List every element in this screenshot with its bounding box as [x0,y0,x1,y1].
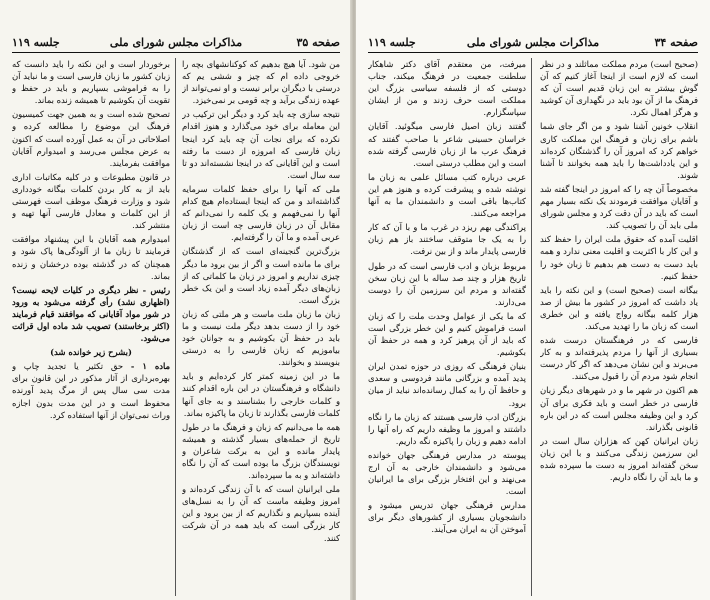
paragraph: همه ما می‌دانیم که زبان و فرهنگ ما در طول تاریخ از حمله‌های بسیار گذشته و همیشه پایدار مانده و این به برکت شاعران و نویسندگان بزرگ ما بوده است که آن را نگاه داشته‌اند و به ما سپرده‌اند. [182,421,340,481]
paragraph: انقلاب خونین آشنا شود و من اگر جای شما باشم برای زبان و فرهنگ این مملکت کاری خواهم کرد که امروز آن را گذشتگان کرده‌اند و این یادداشت‌ها را باید همه بخوانند تا آشنا شوند. [540,121,698,180]
paragraph: (صحیح است) مردم مملکت مماثلند و در نظر است که لازم است از اینجا آغاز کنیم که آن گوش بیشتر به این زبان قدیم است آن که فرهنگ ما از آن بود باید در نگهداری آن کوشید و هرگز اهمال نکرد. [540,59,698,118]
right-page-column-2 [368,58,526,596]
paragraph: بزرگ‌ترین گنجینه‌ای است که از گذشتگان برای ما مانده است و اگر از بین برود ما دیگر چیزی نداریم و امروز در زبان ما کلماتی که از زبان‌های دیگر آمده زیاد است و این یک خطر بزرگ است. [182,246,340,305]
left-page [0,0,352,600]
paragraph: گفتند زبان اصیل فارسی میگوئید. آقایان خراسان حسینی شاعر با صاحب گفتند که فرهنگ عرب ما از زبان فارسی گرفته شده است و این مطلب درستی است. [368,121,526,168]
reading-note: (بشرح زیر خوانده شد) [50,347,132,358]
paragraph: مخصوصاً آن چه را که امروز در اینجا گفته شد و آقایان موافقت فرمودند یک نکته بسیار مهم است که باید در آن دقت کرد و مجلس شورای ملی باید آن را تصویب کند. [540,183,698,231]
paragraph: ملی که آنها را برای حفظ کلمات سرمایه گذاشته‌اند و من که اینجا ایستاده‌ام هیچ کدام آنها را نمی‌فهمم و یک کلمه را نمی‌دانم که مقابل آن در زبان فارسی چه است از زبان عربی آمده و ما آن را گرفته‌ایم. [182,183,340,243]
clause-title: ماده ۱ - [130,361,170,372]
right-page-title: مذاکرات مجلس شورای ملی [466,36,600,49]
right-page-session: جلسه ۱۱۹ [368,36,416,49]
paragraph: امیدوارم همه آقایان با این پیشنهاد موافقت فرمایند تا زبان ما از آلودگی‌ها پاک شود و همچنان که در گذشته بوده درخشان و زنده بماند. [12,234,170,281]
left-page-number: صفحه ۳۵ [296,36,340,49]
paragraph: پیوسته در مدارس فرهنگی جهان خوانده می‌شود و دانشمندان خارجی به آن ارج می‌نهند و این افتخار بزرگی برای ما ایرانیان است. [368,449,526,497]
paragraph: من شود. آیا هیچ بدهیم که کوکنانشهای بچه را خروجی داده ام که چیز و ششی یم که درستی با دیگران برابر نیست و او نمی‌تواند از عهده زندگی برآید و چه قومی بر نمی‌خیزد. [182,59,340,106]
right-page [356,0,710,600]
paragraph: ملی ایرانیان است که با آن زندگی کرده‌اند و امروز وظیفه ماست که آن را به نسل‌های آینده بسپاریم و نگذاریم که از بین برود و این کار بزرگی است که باید همه در آن شرکت کنند. [182,484,340,543]
left-page-session: جلسه ۱۱۹ [12,36,60,49]
paragraph: زبان ایرانیان کهن که هزاران سال است در این سرزمین زندگی می‌کنند و با این زبان سخن گفته‌اند امروز به دست ما سپرده شده و ما باید آن را نگاه داریم. [540,435,698,483]
left-page-title: مذاکرات مجلس شورای ملی [109,36,243,49]
right-page-header [368,36,698,53]
right-page-column-1 [540,58,698,596]
paragraph: تصحیح شده است و به همین جهت کمیسیون فرهنگ این موضوع را مطالعه کرده و اصلاحاتی در آن به عمل آورده است که اکنون به عرض مجلس می‌رسد و امیدوارم آقایان موافقت بفرمایند. [12,109,170,168]
left-page-column-1 [182,58,340,596]
column-divider [531,58,532,596]
paragraph: در قانون مطبوعات و در کلیه مکاتبات اداری باید از به کار بردن کلمات بیگانه خودداری شود و وزارت فرهنگ موظف است فهرستی از این کلمات و معادل فارسی آنها تهیه و منتشر کند. [12,171,170,231]
left-page-columns [12,58,340,596]
paragraph: ما در این زمینه کمتر کار کرده‌ایم و باید دانشگاه و فرهنگستان در این باره اقدام کنند و کلمات خارجی را بشناسند و به جای آنها کلمات فارسی بگذارند تا زبان ما پاکیزه بماند. [182,371,340,418]
paragraph: بنیان فرهنگی که روزی در حوزه تمدن ایران پدید آمده و بزرگانی مانند فردوسی و سعدی و حافظ آن را به کمال رسانده‌اند نباید از میان برود. [368,361,526,408]
paragraph: که ما یکی از عوامل وحدت ملت را که زبان است فراموش کنیم و این خطر بزرگی است که باید از آن پرهیز کرد و همه در حفظ آن بکوشیم. [368,310,526,358]
clause-paragraph [12,360,170,420]
paragraph: بزرگان ادب فارسی هستند که زبان ما را نگاه داشتند و امروز ما وظیفه داریم که راه آنها را ادامه دهیم و زبان را پاکیزه نگه داریم. [368,411,526,446]
right-page-columns [368,58,698,596]
clause-text: حق تکثیر یا تجدید چاپ و بهره‌برداری از آثار مذکور در این قانون برای مدت سی سال پس از مرگ پدید آورنده محفوظ است و در این مدت بدون اجازه وراث نمی‌توان از آنها استفاده کرد. [12,361,170,420]
paragraph: هم اکنون در شهر ما و در شهرهای دیگر زبان فارسی در خطر است و باید فکری برای آن کرد و این وظیفه مجلس است که در این باره قانونی بگذراند. [540,385,698,432]
paragraph: بیگانه است (صحیح است) و این نکته را باید یاد داشت که امروز در کشور ما بیش از صد هزار کلمه بیگانه رواج یافته و این خطری است که زبان ما را تهدید می‌کند. [540,284,698,331]
left-page-column-2 [12,58,170,596]
paragraph: برخوردار است و این نکته را باید دانست که زبان کشور ما زبان فارسی است و ما نباید آن را به فراموشی بسپاریم و باید در حفظ و تقویت آن بکوشیم تا همیشه زنده بماند. [12,59,170,106]
left-page-header [12,36,340,53]
paragraph: نتیجه سازی چه باید کرد و دیگر این ترکیب در این معامله برای خود می‌گذارد و هنوز اقدام نکرده که برای نجات آن چه باید کرد اینجا زبان فارسی که امروزه از دست ما رفته است و این آقایانی که در اینجا نشسته‌اند دو تا سه سال است. [182,109,340,180]
column-divider [175,58,176,596]
paragraph: عربی درباره کتب مسائل علمی به زبان ما نوشته شده و پیشرفت کرده و هنوز هم این کتاب‌ها باقی است و دانشمندان ما به آنها مراجعه می‌کنند. [368,171,526,219]
paragraph: مربوط بزبان و ادب فارسی است که در طول تاریخ هزار و چند صد ساله با این زبان سخن گفته‌اند و مردم این سرزمین آن را دوست می‌دارند. [368,260,526,307]
right-page-number: صفحه ۳۴ [654,36,698,49]
paragraph: اقلیت آمده که حقوق ملت ایران را حفظ کند و این کار با اکثریت و اقلیت معنی ندارد و همه باید دست به دست هم بدهیم تا زبان خود را حفظ کنیم. [540,234,698,281]
speaker-paragraph: رئیس - نظر دیگری در کلیات لایحه نیست؟ (اظهاری نشد) رأی گرفته می‌شود به ورود در شور مواد آقایانی که موافقند قیام فرمایند (اکثر برخاستند) تصویب شد ماده اول قرائت می‌شود. [12,284,170,344]
paragraph: میرفت، من معتقدم آقای دکتر شاهکار سلطنت جمعیت در فرهنگ میکند، جناب دوستی که از فلسفه سیاسی بزرگ این مملکت است حرف زدند و من از ایشان سپاسگزارم. [368,59,526,118]
paragraph: زبان ما زبان ملت ماست و هر ملتی که زبان خود را از دست بدهد دیگر ملت نیست و ما باید در حفظ آن بکوشیم و به جوانان خود بیاموزیم که زبان فارسی را به درستی بنویسند و بخوانند. [182,308,340,368]
paragraph: پراکندگی بهم ریزد در غرب ما و با آن که کار را به یک جا متوقف ساختند باز هم زبان فارسی پایدار ماند و از بین نرفت. [368,222,526,257]
paragraph: فارسی که در فرهنگستان درست شده بسیاری از آنها را مردم پذیرفته‌اند و به کار می‌برند و این نشان می‌دهد که اگر کار درست انجام شود مردم آن را قبول می‌کنند. [540,335,698,382]
paragraph: مدارس فرهنگی جهان تدریس میشود و دانشجویان بسیاری از کشورهای دیگر برای آموختن آن به ایران می‌آیند. [368,500,526,535]
